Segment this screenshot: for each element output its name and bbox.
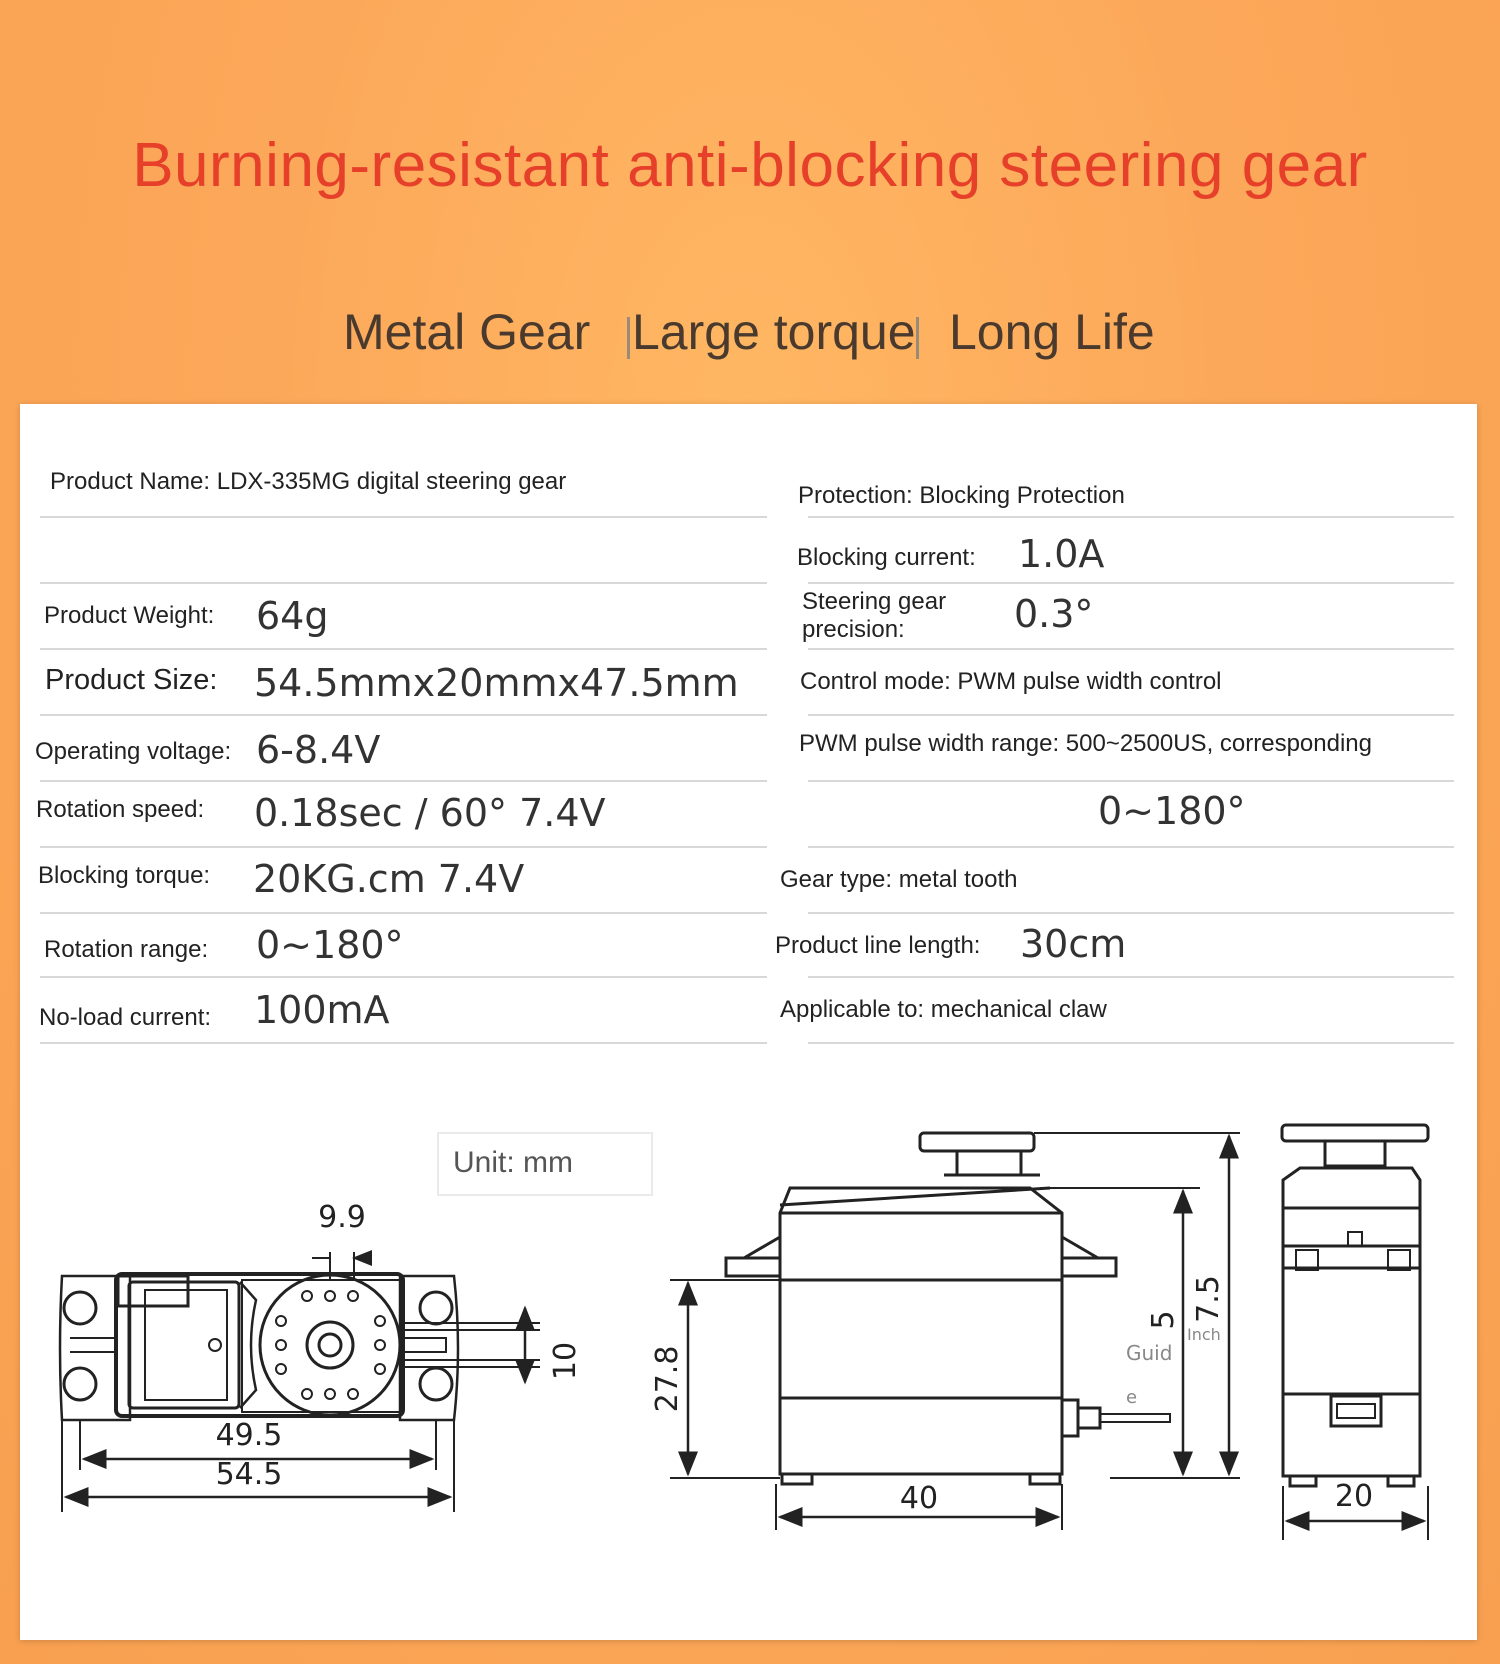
note-guid: Guid xyxy=(1126,1341,1173,1365)
row-divider xyxy=(40,714,767,716)
feature-large-torque: Large torque xyxy=(632,304,916,360)
spec-value: 30cm xyxy=(1020,922,1127,966)
dim-tab-width: 10 xyxy=(548,1341,583,1381)
row-divider xyxy=(40,912,767,914)
spec-label: Protection: Blocking Protection xyxy=(798,482,1125,509)
row-divider xyxy=(808,846,1454,848)
spec-label: Gear type: metal tooth xyxy=(780,866,1018,893)
row-divider xyxy=(40,516,767,518)
feature-long-life: Long Life xyxy=(949,304,1155,360)
spec-label: Product Weight: xyxy=(44,602,215,629)
spec-value: 1.0A xyxy=(1018,532,1105,576)
dim-height-mid: 5 xyxy=(1146,1310,1181,1330)
spec-value: 20KG.cm 7.4V xyxy=(253,857,525,901)
spec-label: Control mode: PWM pulse width control xyxy=(800,668,1222,695)
page-title: Burning-resistant anti-blocking steering gear xyxy=(132,131,1368,200)
spec-label: Operating voltage: xyxy=(35,738,232,765)
row-divider xyxy=(808,648,1454,650)
spec-card xyxy=(20,404,1477,1640)
spec-value: 54.5mmx20mmx47.5mm xyxy=(254,661,739,705)
spec-label: Applicable to: mechanical claw xyxy=(780,996,1107,1023)
dim-mount-hole: 49.5 xyxy=(215,1418,283,1453)
dim-tab-height: 27.8 xyxy=(650,1345,685,1413)
row-divider xyxy=(40,1042,767,1044)
spec-label: Rotation speed: xyxy=(36,796,205,823)
spec-value: 100mA xyxy=(254,988,390,1032)
spec-value: 6-8.4V xyxy=(256,728,381,772)
row-divider xyxy=(40,648,767,650)
unit-label: Unit: mm xyxy=(437,1132,653,1196)
spec-label: No-load current: xyxy=(39,1004,212,1031)
row-divider xyxy=(808,582,1454,584)
spec-label: Steering gear precision: xyxy=(802,588,947,643)
row-divider xyxy=(808,714,1454,716)
dim-height-top: 7.5 xyxy=(1191,1275,1226,1323)
feature-separator xyxy=(916,317,919,359)
dim-width: 40 xyxy=(899,1481,939,1516)
row-divider xyxy=(808,1042,1454,1044)
row-divider xyxy=(40,976,767,978)
spec-label: Product line length: xyxy=(775,932,981,959)
dim-length: 54.5 xyxy=(215,1457,283,1492)
spec-label: Blocking torque: xyxy=(38,862,211,889)
spec-label: PWM pulse width range: 500~2500US, corresponding xyxy=(799,730,1372,757)
note-inch: Inch xyxy=(1187,1325,1221,1344)
spec-label: Blocking current: xyxy=(797,544,976,571)
spec-label: Product Name: LDX-335MG digital steering gear xyxy=(50,468,567,495)
row-divider xyxy=(808,976,1454,978)
row-divider xyxy=(40,846,767,848)
spec-label: Product Size: xyxy=(45,664,218,696)
row-divider xyxy=(40,780,767,782)
spec-value: 0.18sec / 60° 7.4V xyxy=(254,791,606,835)
row-divider xyxy=(808,780,1454,782)
spec-value: 64g xyxy=(256,594,329,638)
spec-value: 0~180° xyxy=(256,923,404,967)
row-divider xyxy=(808,516,1454,518)
spec-label: Rotation range: xyxy=(44,936,209,963)
dim-horn: 9.9 xyxy=(318,1200,366,1235)
dim-depth: 20 xyxy=(1334,1479,1374,1514)
spec-value: 0.3° xyxy=(1014,592,1094,636)
feature-metal-gear: Metal Gear xyxy=(343,304,591,360)
row-divider xyxy=(40,582,767,584)
row-divider xyxy=(808,912,1454,914)
spec-value: 0~180° xyxy=(1098,789,1246,833)
note-e: e xyxy=(1126,1387,1138,1408)
feature-separator xyxy=(627,317,630,359)
